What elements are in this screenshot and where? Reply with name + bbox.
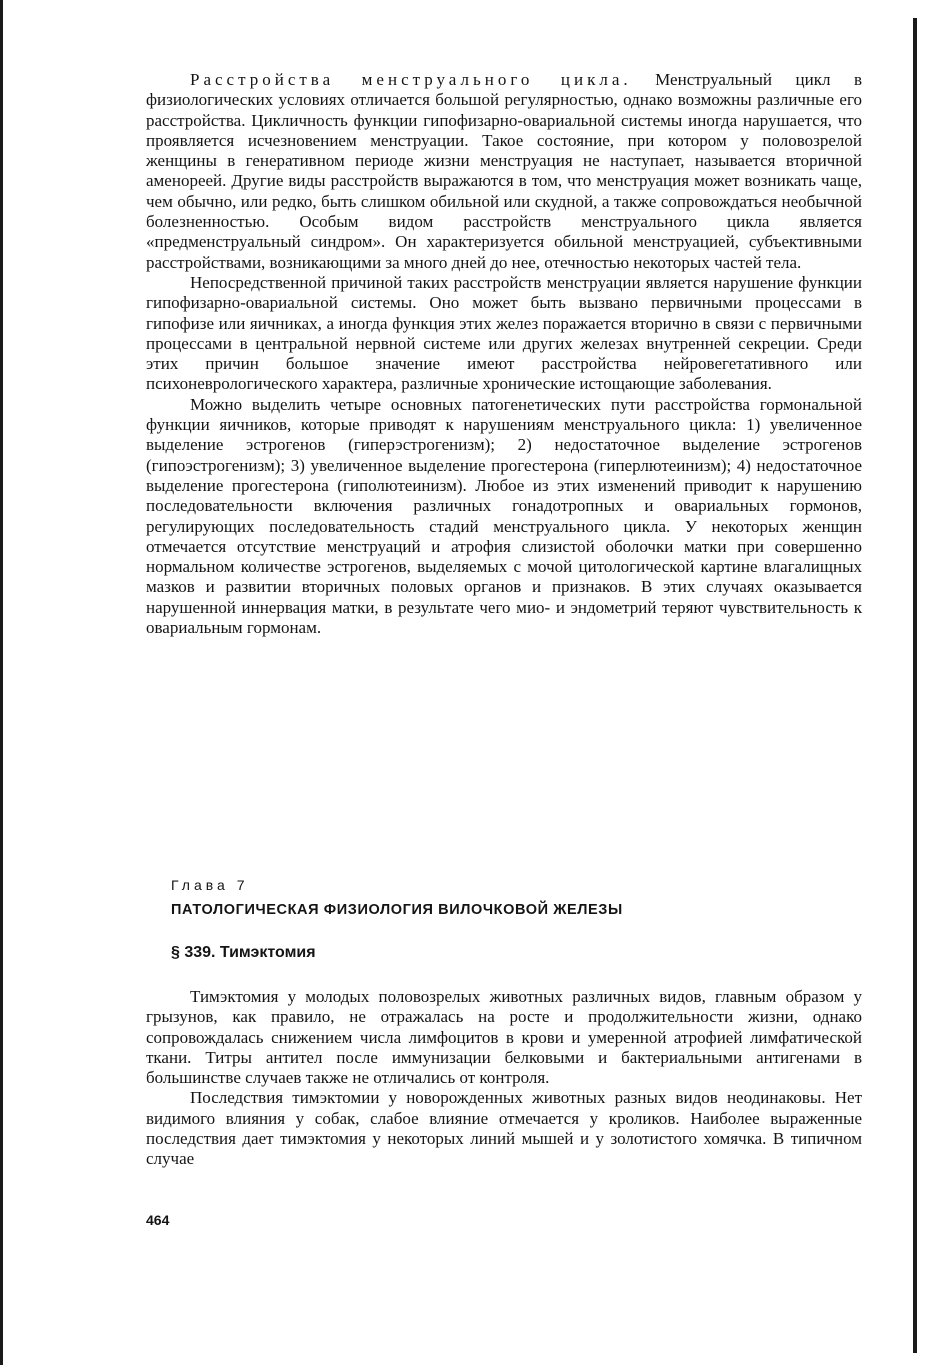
paragraph-text: Менструальный цикл в физиологических условиях отличается большой регулярностью, однако возможны различные его расстройства. Цикличность функции гипофизарно-овариальной системы иногда нарушается, что проявляется исчезновением менструации. Такое состояние, при котором у половозрелой женщины в генеративном периоде жизни менструация не наступает, называется вторичной аменореей. Другие виды расстройств выражаются в том, что менструация может возникать чаще, чем обычно, или редко, быть слишком обильной или скудной, а также сопровождаться необычной болезненностью. Особым видом расстройств менструального цикла является «предменструальный синдром». Он характеризуется обильной менструацией, субъективными расстройствами, возникающими за много дней до нее, отечностью некоторых частей тела.: [146, 70, 862, 272]
scan-right-edge: [913, 18, 917, 1353]
scan-left-edge: [0, 0, 3, 1365]
paragraph-lead-spaced: Расстройства менструального цикла.: [190, 70, 632, 89]
paragraph-thymectomy-adults: Тимэктомия у молодых половозрелых животных различных видов, главным образом у грызунов, как правило, не отражалась на росте и продолжительности жизни, однако сопровождалась снижением числа лимфоцитов в крови и умеренной атрофией лимфатической ткани. Титры антител после иммунизации белковыми и бактериальными антигенами в большинстве случаев также не отличались от контроля.: [146, 987, 862, 1088]
paragraph-thymectomy-newborns: Последствия тимэктомии у новорожденных животных разных видов неодинаковы. Нет видимого влияния у собак, слабое влияние отмечается у кроликов. Наиболее выраженные последствия дает тимэктомия у некоторых линий мышей и у золотистого хомячка. В типичном случае: [146, 1088, 862, 1169]
section-heading: § 339. Тимэктомия: [171, 944, 316, 961]
page-body-top: [146, 70, 862, 638]
chapter-title: ПАТОЛОГИЧЕСКАЯ ФИЗИОЛОГИЯ ВИЛОЧКОВОЙ ЖЕЛЕЗЫ: [171, 902, 623, 918]
paragraph-pathogenetic-paths: Можно выделить четыре основных патогенетических пути расстройства гормональной функции яичников, которые приводят к нарушениям менструального цикла: 1) увеличенное выделение эстрогенов (гиперэстрогенизм); 2) недостаточное выделение эстрогенов (гипоэстрогенизм); 3) увеличенное выделение прогестерона (гиперлютеинизм); 4) недостаточное выделение прогестерона (гиполютеинизм). Любое из этих изменений приводит к нарушению последовательности включения различных гонадотропных и овариальных гормонов, регулирующих последовательность стадий менструального цикла. У некоторых женщин отмечается отсутствие менструаций и атрофия слизистой оболочки матки при совершенно нормальном количестве эстрогенов, выделяемых с мочой цитологической картине влагалищных мазков и развитии вторичных половых органов и признаков. В этих случаях оказывается нарушенной иннервация матки, в результате чего мио- и эндометрий теряют чувствительность к овариальным гормонам.: [146, 394, 862, 638]
page-body-bottom: [146, 987, 862, 1170]
paragraph-menstrual-disorders: [146, 70, 862, 273]
page-number: 464: [146, 1212, 170, 1228]
chapter-label: Глава 7: [171, 877, 249, 893]
paragraph-causes: Непосредственной причиной таких расстройств менструации является нарушение функции гипофизарно-овариальной системы. Оно может быть вызвано первичными процессами в гипофизе или яичниках, а иногда функция этих желез поражается вторично в связи с первичными процессами в центральной нервной системе или других железах внутренней секреции. Среди этих причин большое значение имеют расстройства нейровегетативного или психоневрологического характера, различные хронические истощающие заболевания.: [146, 272, 862, 394]
